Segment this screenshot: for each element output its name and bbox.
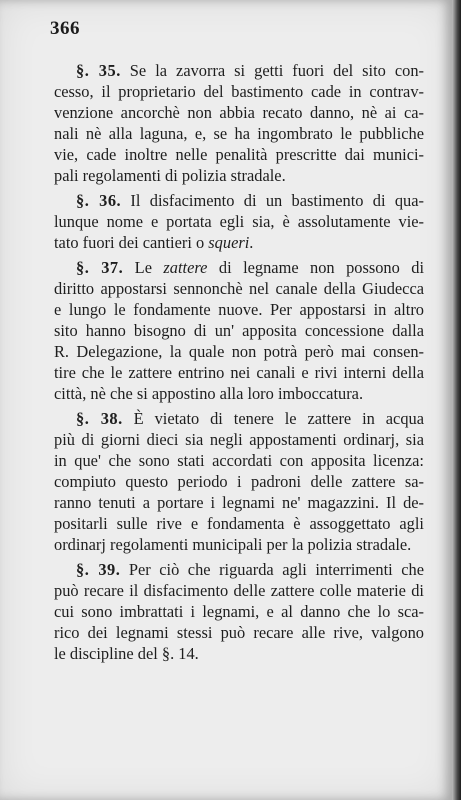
section-number: §. 36. — [76, 191, 122, 210]
line-text: Se la zavorra si getti fuori del sito con- — [120, 61, 424, 80]
text-line: pali regolamenti di polizia stradale. — [54, 166, 286, 185]
text-line: nali nè alla laguna, e, se ha ingombrato le pubbliche — [54, 124, 424, 143]
line-text: Per ciò che riguarda agli interrimenti che — [120, 560, 424, 579]
text-line: e lungo le fondamente nuove. Per appostarsi in altro — [54, 300, 424, 319]
text-line — [54, 190, 424, 211]
italic-term: zattere — [163, 258, 208, 277]
paragraph-39 — [54, 559, 424, 664]
line-text: Il disfacimento di un bastimento di qua- — [121, 191, 424, 210]
text-line: rico dei legnami stessi può recare alle rive, valgono — [54, 623, 424, 642]
text-line: può recare il disfacimento delle zattere colle materie di — [54, 581, 424, 600]
line-text: Le — [123, 258, 164, 277]
italic-term: squeri — [208, 233, 250, 252]
text-line: in que' che sono stati accordati con apposita licenza: — [54, 451, 424, 470]
text-line — [54, 408, 424, 429]
text-line: tire che le zattere entrino nei canali e rivi interni della — [54, 363, 424, 382]
text-line — [54, 559, 424, 580]
text-line: più di giorni dieci sia negli appostamenti ordinarj, sia — [54, 430, 424, 449]
page-number: 366 — [50, 18, 80, 39]
text-line — [54, 232, 424, 253]
text-line: diritto appostarsi sennonchè nel canale della Giudecca — [54, 279, 424, 298]
text-line: R. Delegazione, la quale non potrà però mai consen- — [54, 342, 424, 361]
line-text: . — [249, 233, 254, 252]
text-line: venzione ancorchè non abbia recato danno, nè ai ca- — [54, 103, 424, 122]
text-line: le discipline del §. 14. — [54, 644, 199, 663]
text-line: cui sono imbrattati i legnami, e al danno che lo sca- — [54, 602, 424, 621]
paragraph-36 — [54, 190, 424, 253]
line-text: È vietato di tenere le zattere in acqua — [122, 409, 424, 428]
text-line: ranno tenuti a portare i legnami ne' magazzini. Il de- — [54, 493, 424, 512]
text-line: lunque nome e portata egli sia, è assolutamente vie- — [54, 212, 424, 231]
text-line: vie, cade inoltre nelle penalità prescritte dai munici- — [54, 145, 424, 164]
page-edge-shadow — [452, 0, 461, 800]
text-line: positarli sulle rive e fondamenta è assoggettato agli — [54, 514, 424, 533]
text-line — [54, 60, 424, 81]
paragraph-38 — [54, 408, 424, 555]
text-line: sito hanno bisogno di un' apposita concessione dalla — [54, 321, 424, 340]
text-line: compiuto questo periodo i padroni delle zattere sa- — [54, 472, 424, 491]
section-number: §. 37. — [76, 258, 124, 277]
section-number: §. 38. — [76, 409, 123, 428]
line-text: tato fuori dei cantieri o — [54, 233, 209, 252]
text-line: città, nè che si appostino alla loro imboccatura. — [54, 384, 364, 403]
paragraph-37 — [54, 257, 424, 404]
text-line — [54, 257, 424, 278]
section-number: §. 35. — [76, 61, 121, 80]
text-line: ordinarj regolamenti municipali per la polizia stradale. — [54, 535, 412, 554]
section-number: §. 39. — [76, 560, 121, 579]
body-text — [54, 60, 424, 664]
paragraph-35 — [54, 60, 424, 186]
line-text: di legname non possono di — [207, 258, 425, 277]
text-line: cesso, il proprietario del bastimento cade in contrav- — [54, 82, 424, 101]
